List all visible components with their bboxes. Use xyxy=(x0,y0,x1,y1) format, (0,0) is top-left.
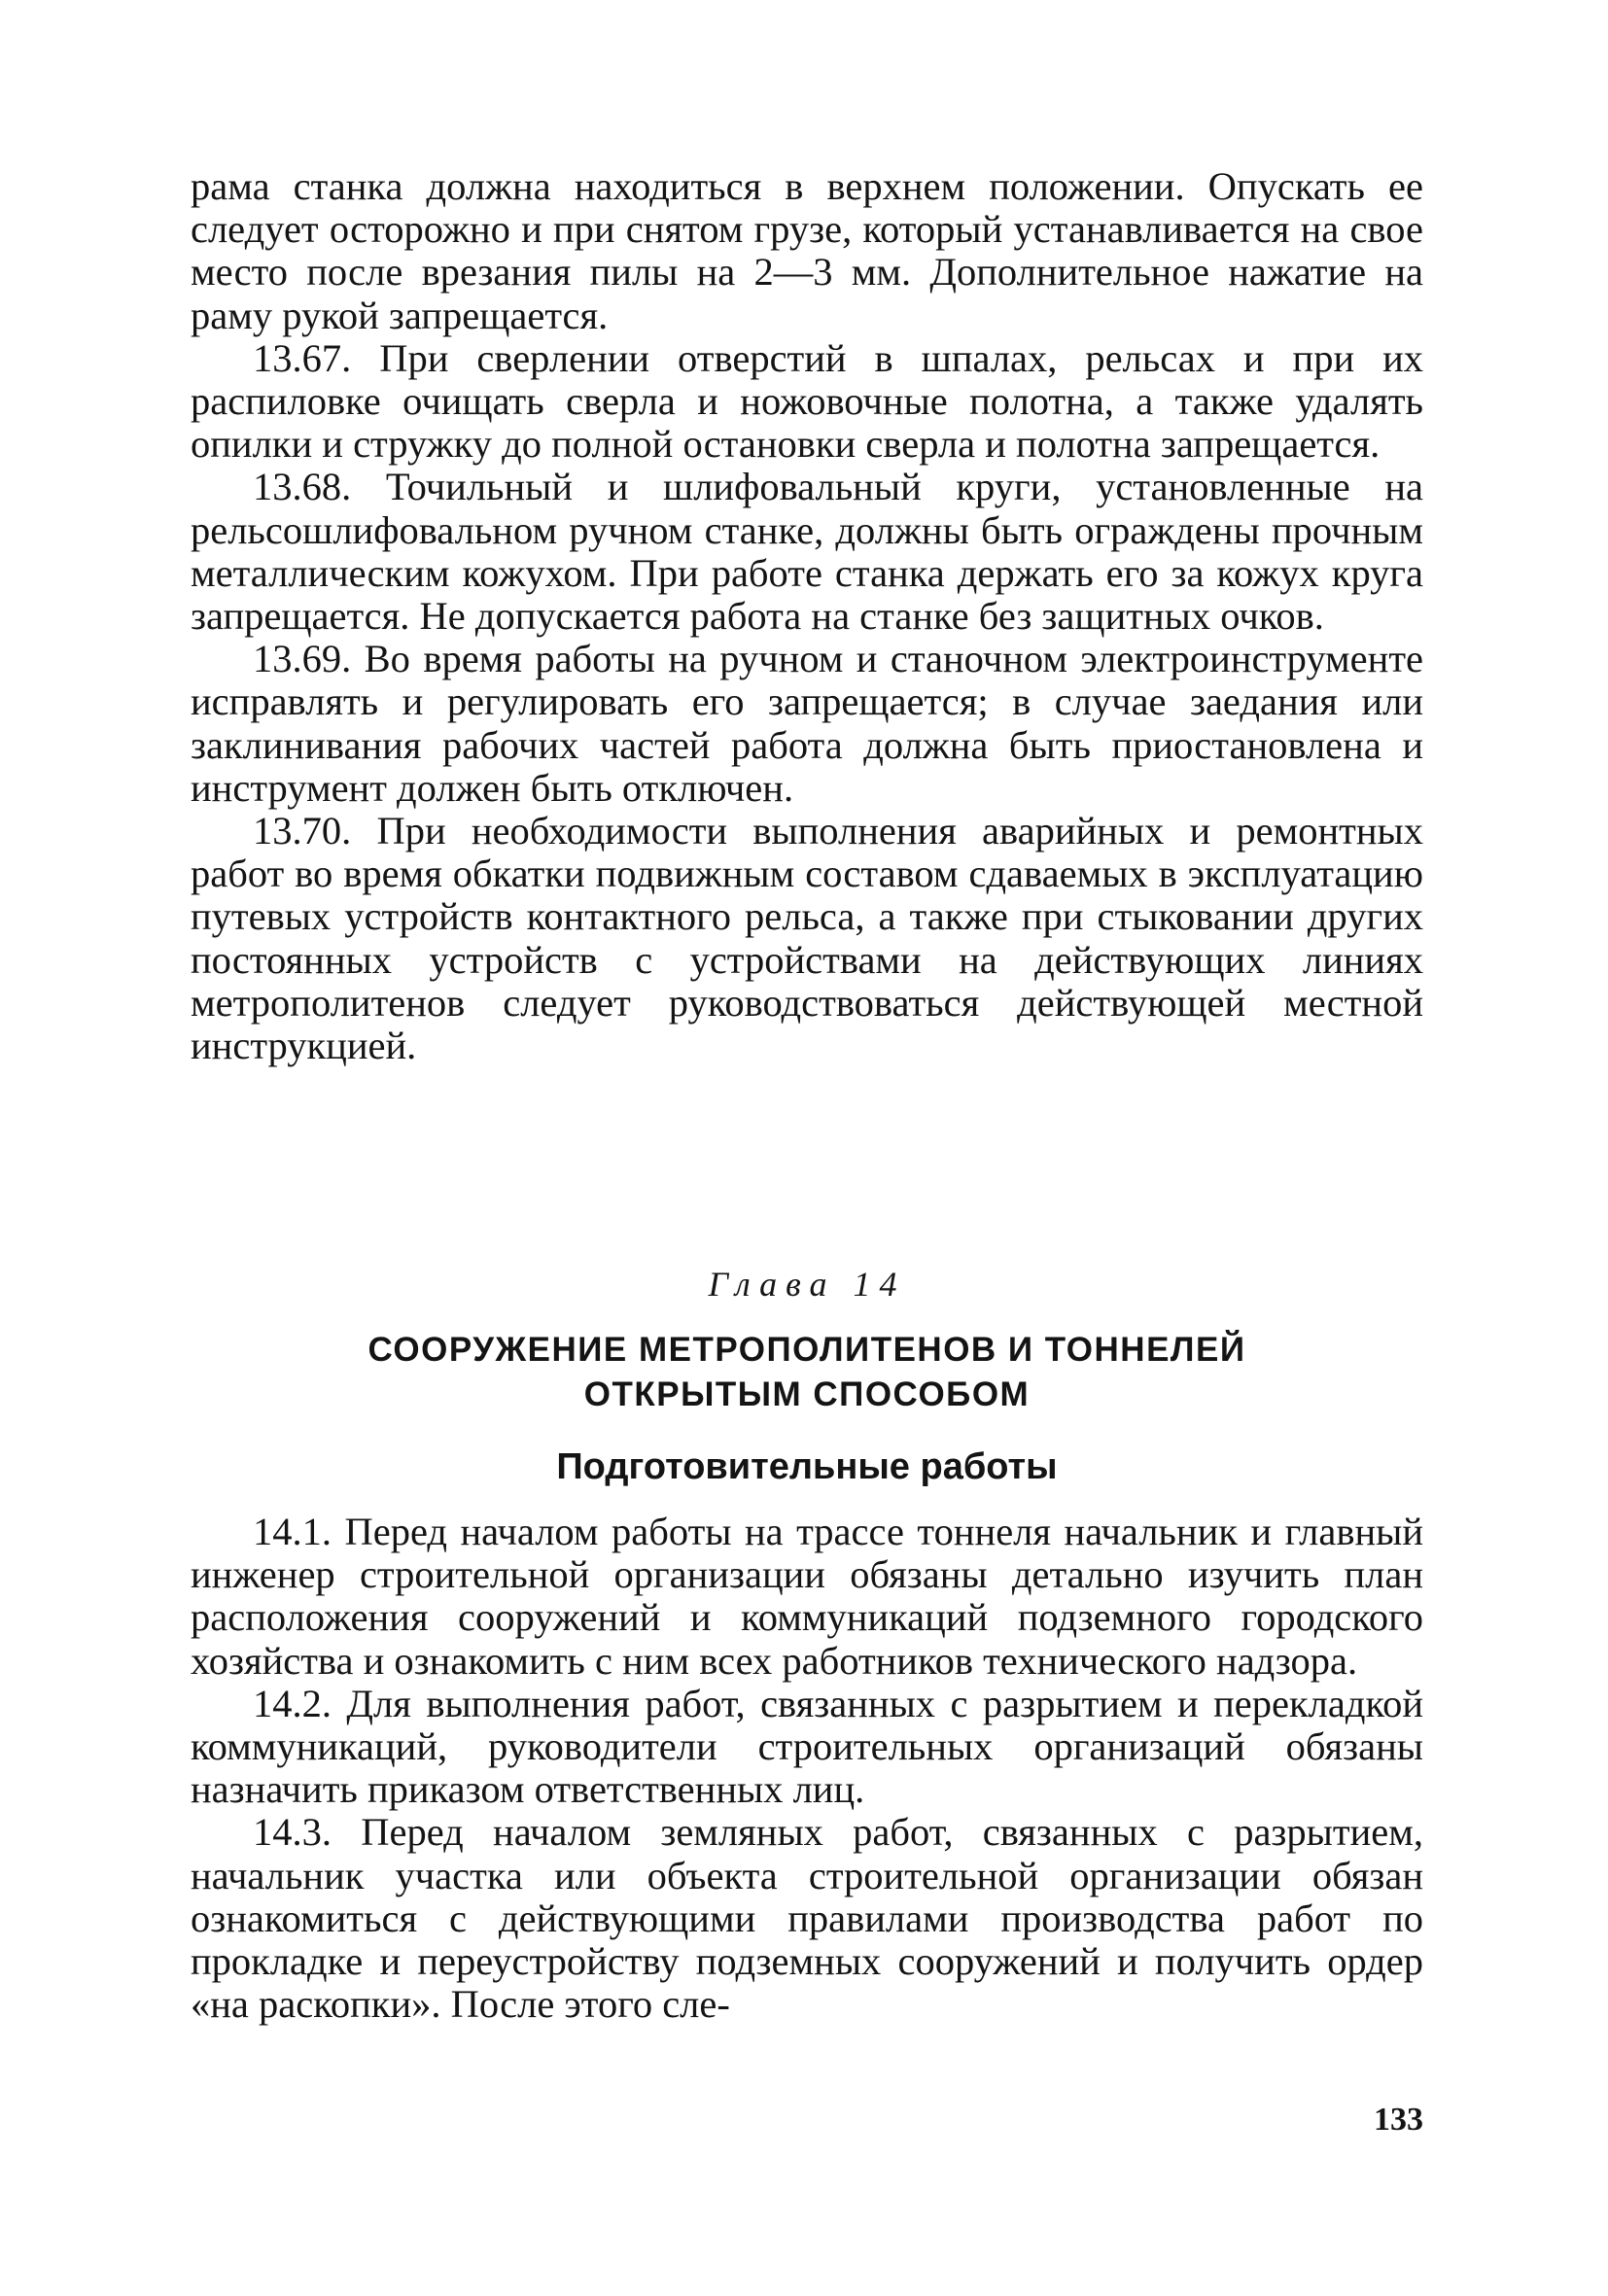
paragraph-13-67: 13.67. При сверлении отверстий в шпалах, рельсах и при их распиловке очищать сверла и ножовочные полотна, а также удалять опилки и стружку до полной остановки сверла и полотна запрещается. xyxy=(191,335,1423,467)
page-number: 133 xyxy=(1374,2102,1423,2138)
paragraph-14-2: 14.2. Для выполнения работ, связанных с разрытием и перекладкой коммуникаций, руководители строительных организаций обязаны назначить приказом ответственных лиц. xyxy=(191,1681,1423,1812)
paragraph-13-69: 13.69. Во время работы на ручном и станочном электроинструменте исправлять и регулировать его запрещается; в случае заедания или заклинивания рабочих частей работа должна быть приостановлена и инструмент должен быть отключен. xyxy=(191,637,1423,810)
chapter-title xyxy=(191,1328,1423,1417)
paragraph-continuation: рама станка должна находиться в верхнем положении. Опускать ее следует осторожно и при снятом грузе, который устанавливается на свое место после врезания пилы на 2—3 мм. Дополнительное нажатие на раму рукой запрещается. xyxy=(191,164,1423,337)
chapter-title-line-1: СООРУЖЕНИЕ МЕТРОПОЛИТЕНОВ И ТОННЕЛЕЙ xyxy=(367,1331,1246,1369)
section-title: Подготовительные работы xyxy=(556,1446,1058,1487)
paragraph-14-1: 14.1. Перед началом работы на трассе тоннеля начальник и главный инженер строительной организации обязаны детально изучить план расположения сооружений и коммуникаций подземного городского хозяйства и ознакомить с ним всех работников технического надзора. xyxy=(191,1510,1423,1683)
chapter-label: Глава 14 xyxy=(708,1265,906,1304)
paragraph-13-68: 13.68. Точильный и шлифовальный круги, установленные на рельсошлифовальном ручном станке, должны быть ограждены прочным металлическим кожухом. При работе станка держать его за кожух круга запрещается. Не допускается работа на станке без защитных очков. xyxy=(191,465,1423,639)
paragraph-13-70: 13.70. При необходимости выполнения аварийных и ремонтных работ во время обкатки подвижным составом сдаваемых в эксплуатацию путевых устройств контактного рельса, а также при стыковании других постоянных устройств с устройствами на действующих линиях метрополитенов следует руководствоваться действующей местной инструкцией. xyxy=(191,809,1423,1068)
lower-text-block xyxy=(191,1511,1423,2026)
paragraph-14-3: 14.3. Перед началом земляных работ, связанных с разрытием, начальник участка или объекта строительной организации обязан ознакомиться с действующими правилами производства работ по прокладке и переустройству подземных сооружений и получить ордер «на раскопки». После этого сле- xyxy=(191,1810,1423,2027)
chapter-title-line-2: ОТКРЫТЫМ СПОСОБОМ xyxy=(583,1375,1031,1413)
upper-text-block xyxy=(191,165,1423,1067)
